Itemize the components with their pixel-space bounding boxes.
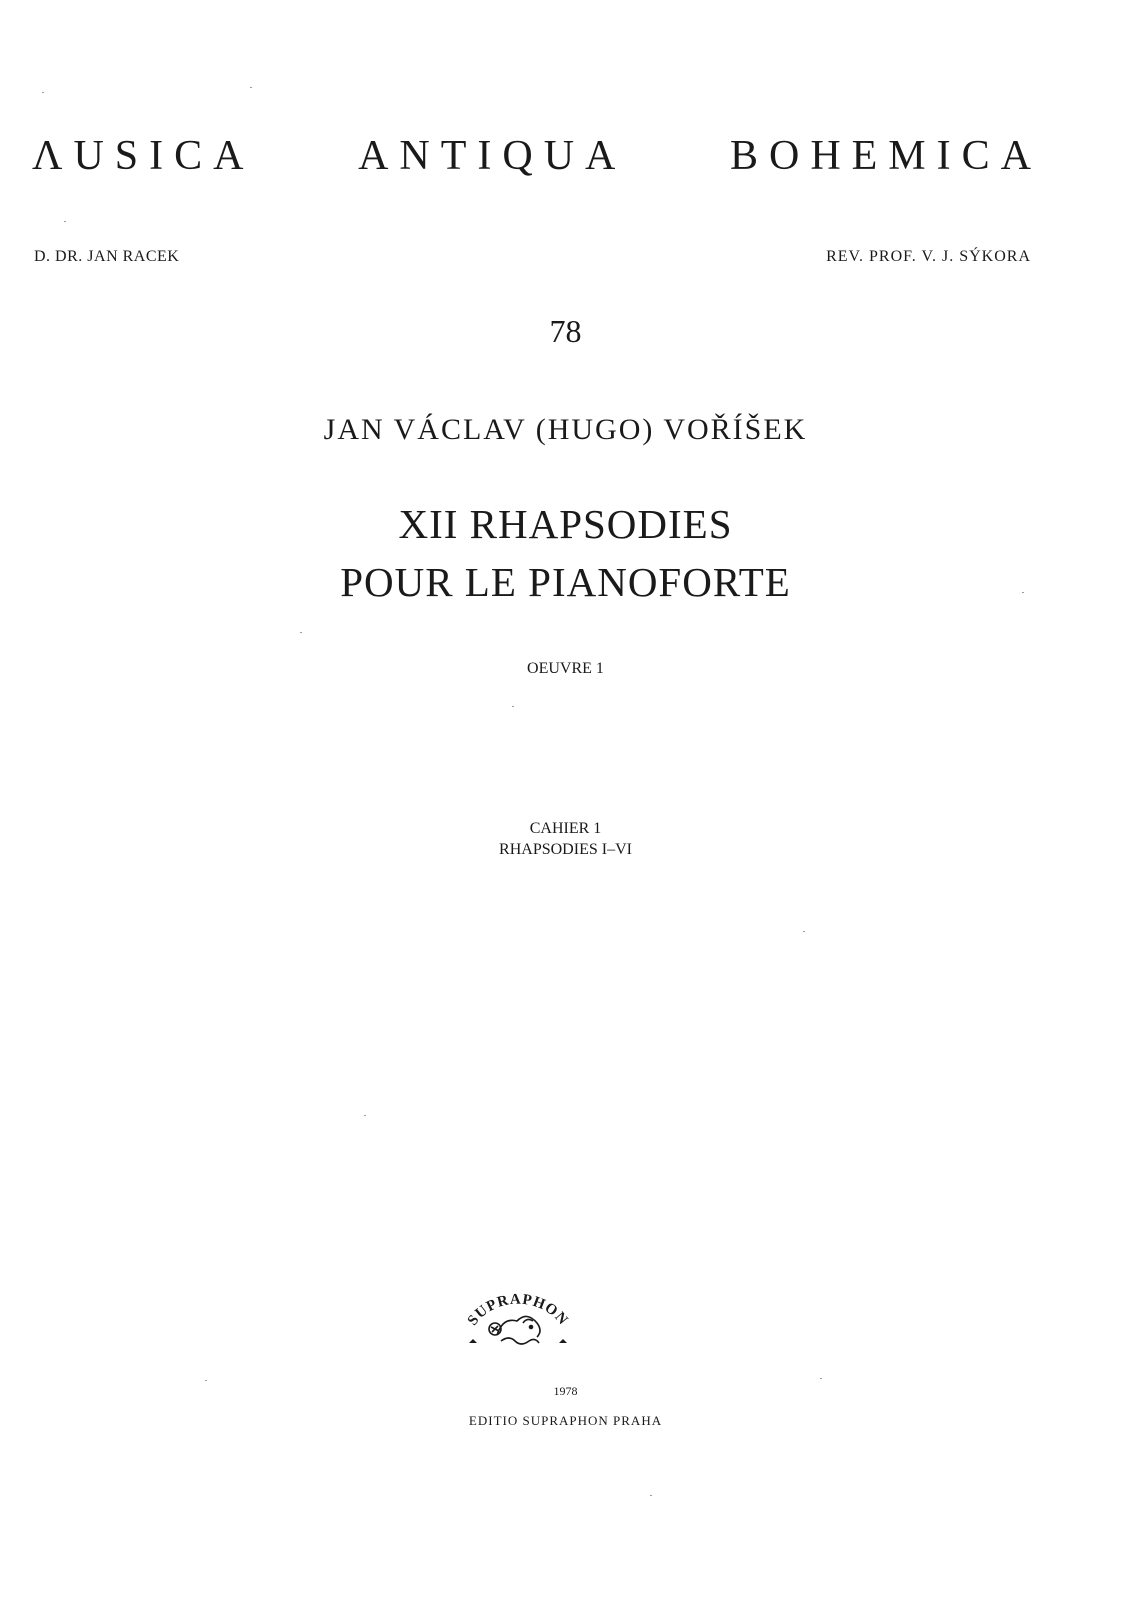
volume-number: 78 xyxy=(549,313,582,349)
series-title xyxy=(32,132,1042,180)
scan-speck xyxy=(820,1378,822,1379)
series-word-bohemica: BOHEMICA xyxy=(729,133,1042,179)
scan-speck xyxy=(512,706,514,707)
scan-speck xyxy=(364,1115,366,1116)
work-title-line-1: XII RHAPSODIES xyxy=(398,501,733,547)
scan-speck xyxy=(42,92,44,93)
work-title-line-2: POUR LE PIANOFORTE xyxy=(340,559,791,605)
cahier-block xyxy=(0,818,1131,860)
supraphon-logo-icon xyxy=(461,1283,575,1349)
scan-speck xyxy=(64,221,66,222)
cahier-contents: RHAPSODIES I–VI xyxy=(499,841,632,858)
scan-speck xyxy=(1022,592,1024,593)
series-word-antiqua: ANTIQUA xyxy=(358,133,627,179)
opus-label: OEUVRE 1 xyxy=(527,660,604,677)
editor-right: REV. PROF. V. J. SÝKORA xyxy=(826,248,1031,265)
editor-left: D. DR. JAN RACEK xyxy=(34,248,180,265)
cahier-label: CAHIER 1 xyxy=(529,820,602,837)
series-word-musica: ΛUSICA xyxy=(32,133,255,179)
publisher-name: EDITIO SUPRAPHON PRAHA xyxy=(468,1413,663,1428)
scan-speck xyxy=(250,87,252,88)
composer-name: JAN VÁCLAV (HUGO) VOŘÍŠEK xyxy=(323,413,808,446)
scan-speck xyxy=(650,1495,652,1496)
scan-speck xyxy=(300,632,302,633)
svg-text:SUPRAPHON: SUPRAPHON xyxy=(464,1291,572,1329)
scan-speck xyxy=(205,1380,207,1381)
scan-speck xyxy=(803,931,805,932)
publication-year: 1978 xyxy=(553,1384,578,1398)
